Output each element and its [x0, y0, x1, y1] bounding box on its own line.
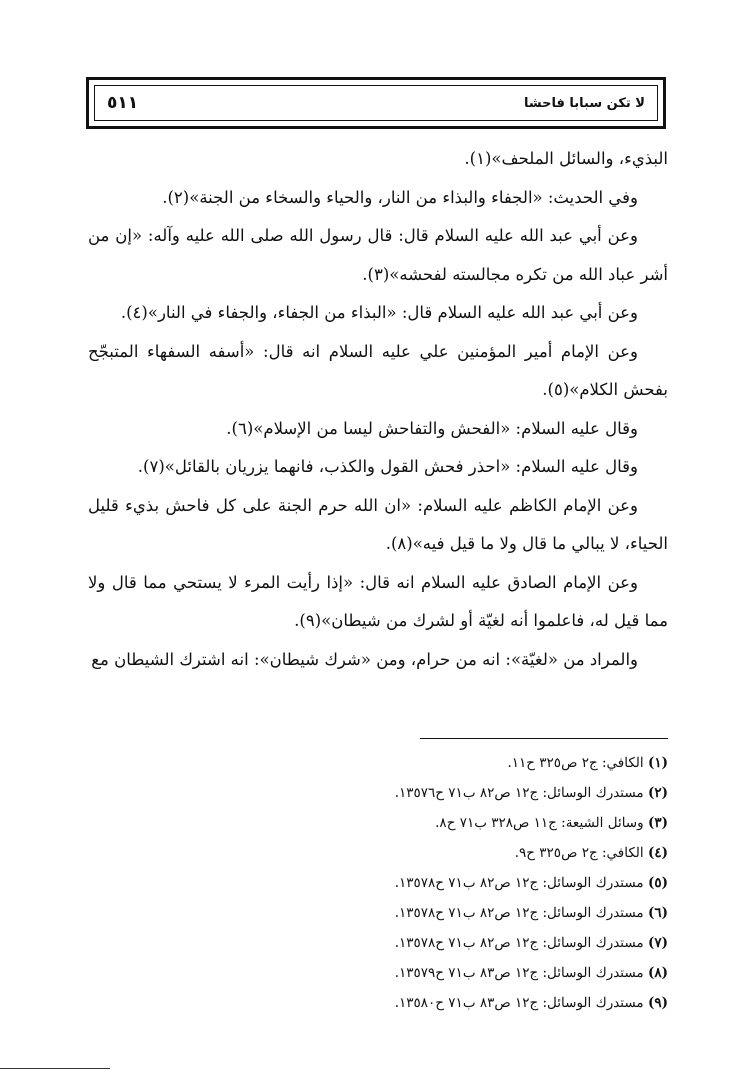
paragraph: وعن أبي عبد الله عليه السلام قال: «البذاء من الجفاء، والجفاء في النار»(٤).	[120, 303, 638, 322]
paragraph: وعن الإمام الكاظم عليه السلام: «ان الله حرم الجنة على كل فاحش بذيء قليل الحياء، لا يبالي ما قال ولا ما قيل فيه»(٨).	[88, 495, 668, 553]
footnote	[88, 898, 668, 928]
footnote-text: مستدرك الوسائل: ج١٢ ص٨٢ ب٧١ ح١٣٥٧٨.	[394, 905, 644, 921]
footnote-number: (٢)	[647, 785, 668, 801]
footnote	[88, 838, 668, 868]
footnote	[88, 808, 668, 838]
paragraph: والمراد من «لغيّة»: انه من حرام، ومن «شرك شيطان»: انه اشترك الشيطان مع	[91, 649, 638, 669]
paragraph: وعن أبي عبد الله عليه السلام قال: قال رسول الله صلى الله عليه وآله: «إن من أشر عباد الله من تكره مجالسته لفحشه»(٣).	[88, 226, 668, 284]
footnote-number: (٥)	[647, 875, 668, 891]
footnote-text: مستدرك الوسائل: ج١٢ ص٨٢ ب٧١ ح١٣٥٧٦.	[394, 785, 644, 801]
footnote	[88, 868, 668, 898]
footnote-number: (٦)	[647, 905, 668, 921]
footnote	[88, 748, 668, 778]
footnotes	[88, 748, 668, 1018]
footnote-text: الكافي: ج٢ ص٣٢٥ ح٩.	[514, 845, 644, 861]
footnote-number: (٤)	[647, 845, 668, 861]
scan-edge-line	[0, 1068, 110, 1069]
footnote-separator	[420, 738, 668, 739]
body-text	[88, 140, 668, 679]
paragraph: وعن الإمام أمير المؤمنين علي عليه السلام انه قال: «أسفه السفهاء المتبجّح بفحش الكلام»(٥).	[88, 341, 668, 399]
footnote-text: الكافي: ج٢ ص٣٢٥ ح١١.	[507, 755, 644, 771]
footnote-number: (٧)	[647, 935, 668, 951]
footnote-number: (١)	[647, 755, 668, 771]
footnote-number: (٣)	[647, 815, 668, 831]
page-header-inner-frame	[94, 85, 658, 121]
paragraph: وقال عليه السلام: «احذر فحش القول والكذب، فانهما يزريان بالقائل»(٧).	[137, 457, 638, 476]
footnote	[88, 958, 668, 988]
footnote-text: مستدرك الوسائل: ج١٢ ص٨٢ ب٧١ ح١٣٥٧٨.	[394, 875, 644, 891]
paragraph: وفي الحديث: «الجفاء والبذاء من النار، والحياء والسخاء من الجنة»(٢).	[162, 187, 638, 207]
paragraph: البذيء، والسائل الملحف»(١).	[464, 149, 668, 168]
footnote-text: وسائل الشيعة: ج١١ ص٣٢٨ ب٧١ ح٨.	[435, 815, 644, 831]
footnote	[88, 778, 668, 808]
paragraph: وعن الإمام الصادق عليه السلام انه قال: «إذا رأيت المرء لا يستحي مما قال ولا مما قيل له، فاعلموا أنه لغيّة أو لشرك من شيطان»(٩).	[88, 572, 668, 630]
footnote-number: (٨)	[647, 965, 668, 981]
footnote-text: مستدرك الوسائل: ج١٢ ص٨٢ ب٧١ ح١٣٥٧٨.	[394, 935, 644, 951]
page-header	[86, 77, 666, 129]
footnote	[88, 988, 668, 1018]
footnote	[88, 928, 668, 958]
footnote-text: مستدرك الوسائل: ج١٢ ص٨٣ ب٧١ ح١٣٥٨٠.	[394, 995, 644, 1011]
paragraph: وقال عليه السلام: «الفحش والتفاحش ليسا من الإسلام»(٦).	[226, 418, 638, 438]
footnote-number: (٩)	[647, 995, 668, 1011]
running-title: لا تكن سبابا فاحشا	[523, 95, 645, 111]
page-number: ٥١١	[107, 93, 139, 113]
footnote-text: مستدرك الوسائل: ج١٢ ص٨٣ ب٧١ ح١٣٥٧٩.	[394, 965, 644, 981]
